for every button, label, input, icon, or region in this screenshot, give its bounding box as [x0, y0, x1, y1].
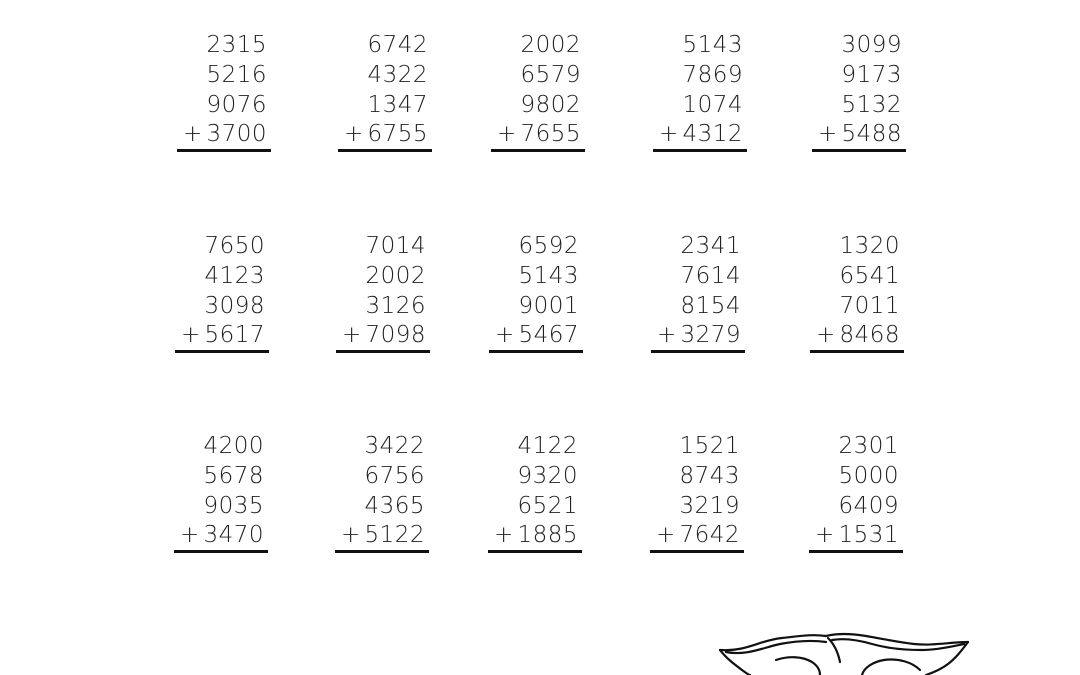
addend-3: 1347	[367, 92, 428, 118]
addend-3: 9802	[520, 92, 581, 118]
addend-3: 7011	[839, 293, 900, 319]
addend-1: 5143	[682, 32, 743, 58]
addition-problem-9	[651, 231, 747, 351]
addend-1: 2315	[206, 32, 267, 58]
plus-sign: +	[659, 121, 679, 147]
answer-line	[650, 550, 744, 553]
plus-sign: +	[183, 121, 203, 147]
addend-2: 9173	[841, 62, 902, 88]
addend-4: 1885	[517, 522, 578, 548]
addition-problem-4	[653, 30, 749, 150]
plus-sign: +	[816, 322, 836, 348]
plus-sign: +	[656, 522, 676, 548]
addend-1: 2002	[520, 32, 581, 58]
answer-line	[653, 149, 747, 152]
addend-3: 5132	[841, 92, 902, 118]
plus-sign: +	[657, 322, 677, 348]
addend-4: 1531	[838, 522, 899, 548]
answer-line	[338, 149, 432, 152]
addend-2: 7869	[682, 62, 743, 88]
answer-line	[335, 550, 429, 553]
answer-line	[491, 149, 585, 152]
addend-2: 5678	[203, 463, 264, 489]
addition-problem-15	[809, 431, 905, 551]
plus-sign: +	[180, 522, 200, 548]
addition-problem-2	[338, 30, 434, 150]
addend-1: 3099	[841, 32, 902, 58]
addend-4: 5617	[204, 322, 265, 348]
addend-3: 9001	[518, 293, 579, 319]
addition-problem-10	[810, 231, 906, 351]
addition-problem-5	[812, 30, 908, 150]
addend-1: 6742	[367, 32, 428, 58]
addend-2: 6541	[839, 263, 900, 289]
answer-line	[336, 350, 430, 353]
addend-2: 4123	[204, 263, 265, 289]
addend-2: 7614	[680, 263, 741, 289]
addition-problem-6	[175, 231, 271, 351]
addend-2: 5216	[206, 62, 267, 88]
addend-3: 4365	[364, 493, 425, 519]
addend-2: 5143	[518, 263, 579, 289]
plus-sign: +	[815, 522, 835, 548]
addend-4: 7655	[520, 121, 581, 147]
plus-sign: +	[342, 322, 362, 348]
addend-2: 8743	[679, 463, 740, 489]
plus-sign: +	[495, 322, 515, 348]
plus-sign: +	[497, 121, 517, 147]
answer-line	[175, 350, 269, 353]
addend-3: 1074	[682, 92, 743, 118]
addend-1: 1320	[839, 233, 900, 259]
addend-4: 3279	[680, 322, 741, 348]
answer-line	[177, 149, 271, 152]
plus-sign: +	[341, 522, 361, 548]
addend-1: 7650	[204, 233, 265, 259]
answer-line	[809, 550, 903, 553]
addend-1: 6592	[518, 233, 579, 259]
addend-4: 6755	[367, 121, 428, 147]
addend-3: 8154	[680, 293, 741, 319]
addition-problem-14	[650, 431, 746, 551]
addend-3: 3219	[679, 493, 740, 519]
addend-4: 8468	[839, 322, 900, 348]
addend-1: 1521	[679, 433, 740, 459]
addend-4: 3470	[203, 522, 264, 548]
addend-4: 5122	[364, 522, 425, 548]
addend-2: 9320	[517, 463, 578, 489]
addend-2: 5000	[838, 463, 899, 489]
plus-sign: +	[494, 522, 514, 548]
addend-1: 2341	[680, 233, 741, 259]
addend-3: 9035	[203, 493, 264, 519]
addend-3: 6409	[838, 493, 899, 519]
addition-problem-3	[491, 30, 587, 150]
addend-3: 3126	[365, 293, 426, 319]
addend-3: 6521	[517, 493, 578, 519]
addition-problem-1	[177, 30, 273, 150]
addend-4: 5488	[841, 121, 902, 147]
addend-4: 7098	[365, 322, 426, 348]
addition-problem-12	[335, 431, 431, 551]
addend-4: 5467	[518, 322, 579, 348]
answer-line	[489, 350, 583, 353]
plus-sign: +	[344, 121, 364, 147]
addend-3: 9076	[206, 92, 267, 118]
addend-4: 4312	[682, 121, 743, 147]
addend-2: 6756	[364, 463, 425, 489]
addend-1: 4200	[203, 433, 264, 459]
answer-line	[488, 550, 582, 553]
addition-problem-7	[336, 231, 432, 351]
addend-2: 6579	[520, 62, 581, 88]
addend-1: 4122	[517, 433, 578, 459]
answer-line	[812, 149, 906, 152]
plus-sign: +	[181, 322, 201, 348]
answer-line	[651, 350, 745, 353]
addend-4: 7642	[679, 522, 740, 548]
plus-sign: +	[818, 121, 838, 147]
addend-4: 3700	[206, 121, 267, 147]
addition-problem-11	[174, 431, 270, 551]
addend-2: 2002	[365, 263, 426, 289]
answer-line	[810, 350, 904, 353]
addition-problem-13	[488, 431, 584, 551]
answer-line	[174, 550, 268, 553]
addend-2: 4322	[367, 62, 428, 88]
addend-1: 2301	[838, 433, 899, 459]
addend-3: 3098	[204, 293, 265, 319]
addition-problem-8	[489, 231, 585, 351]
addend-1: 7014	[365, 233, 426, 259]
cartoon-mascot-illustration	[716, 630, 972, 675]
addend-1: 3422	[364, 433, 425, 459]
